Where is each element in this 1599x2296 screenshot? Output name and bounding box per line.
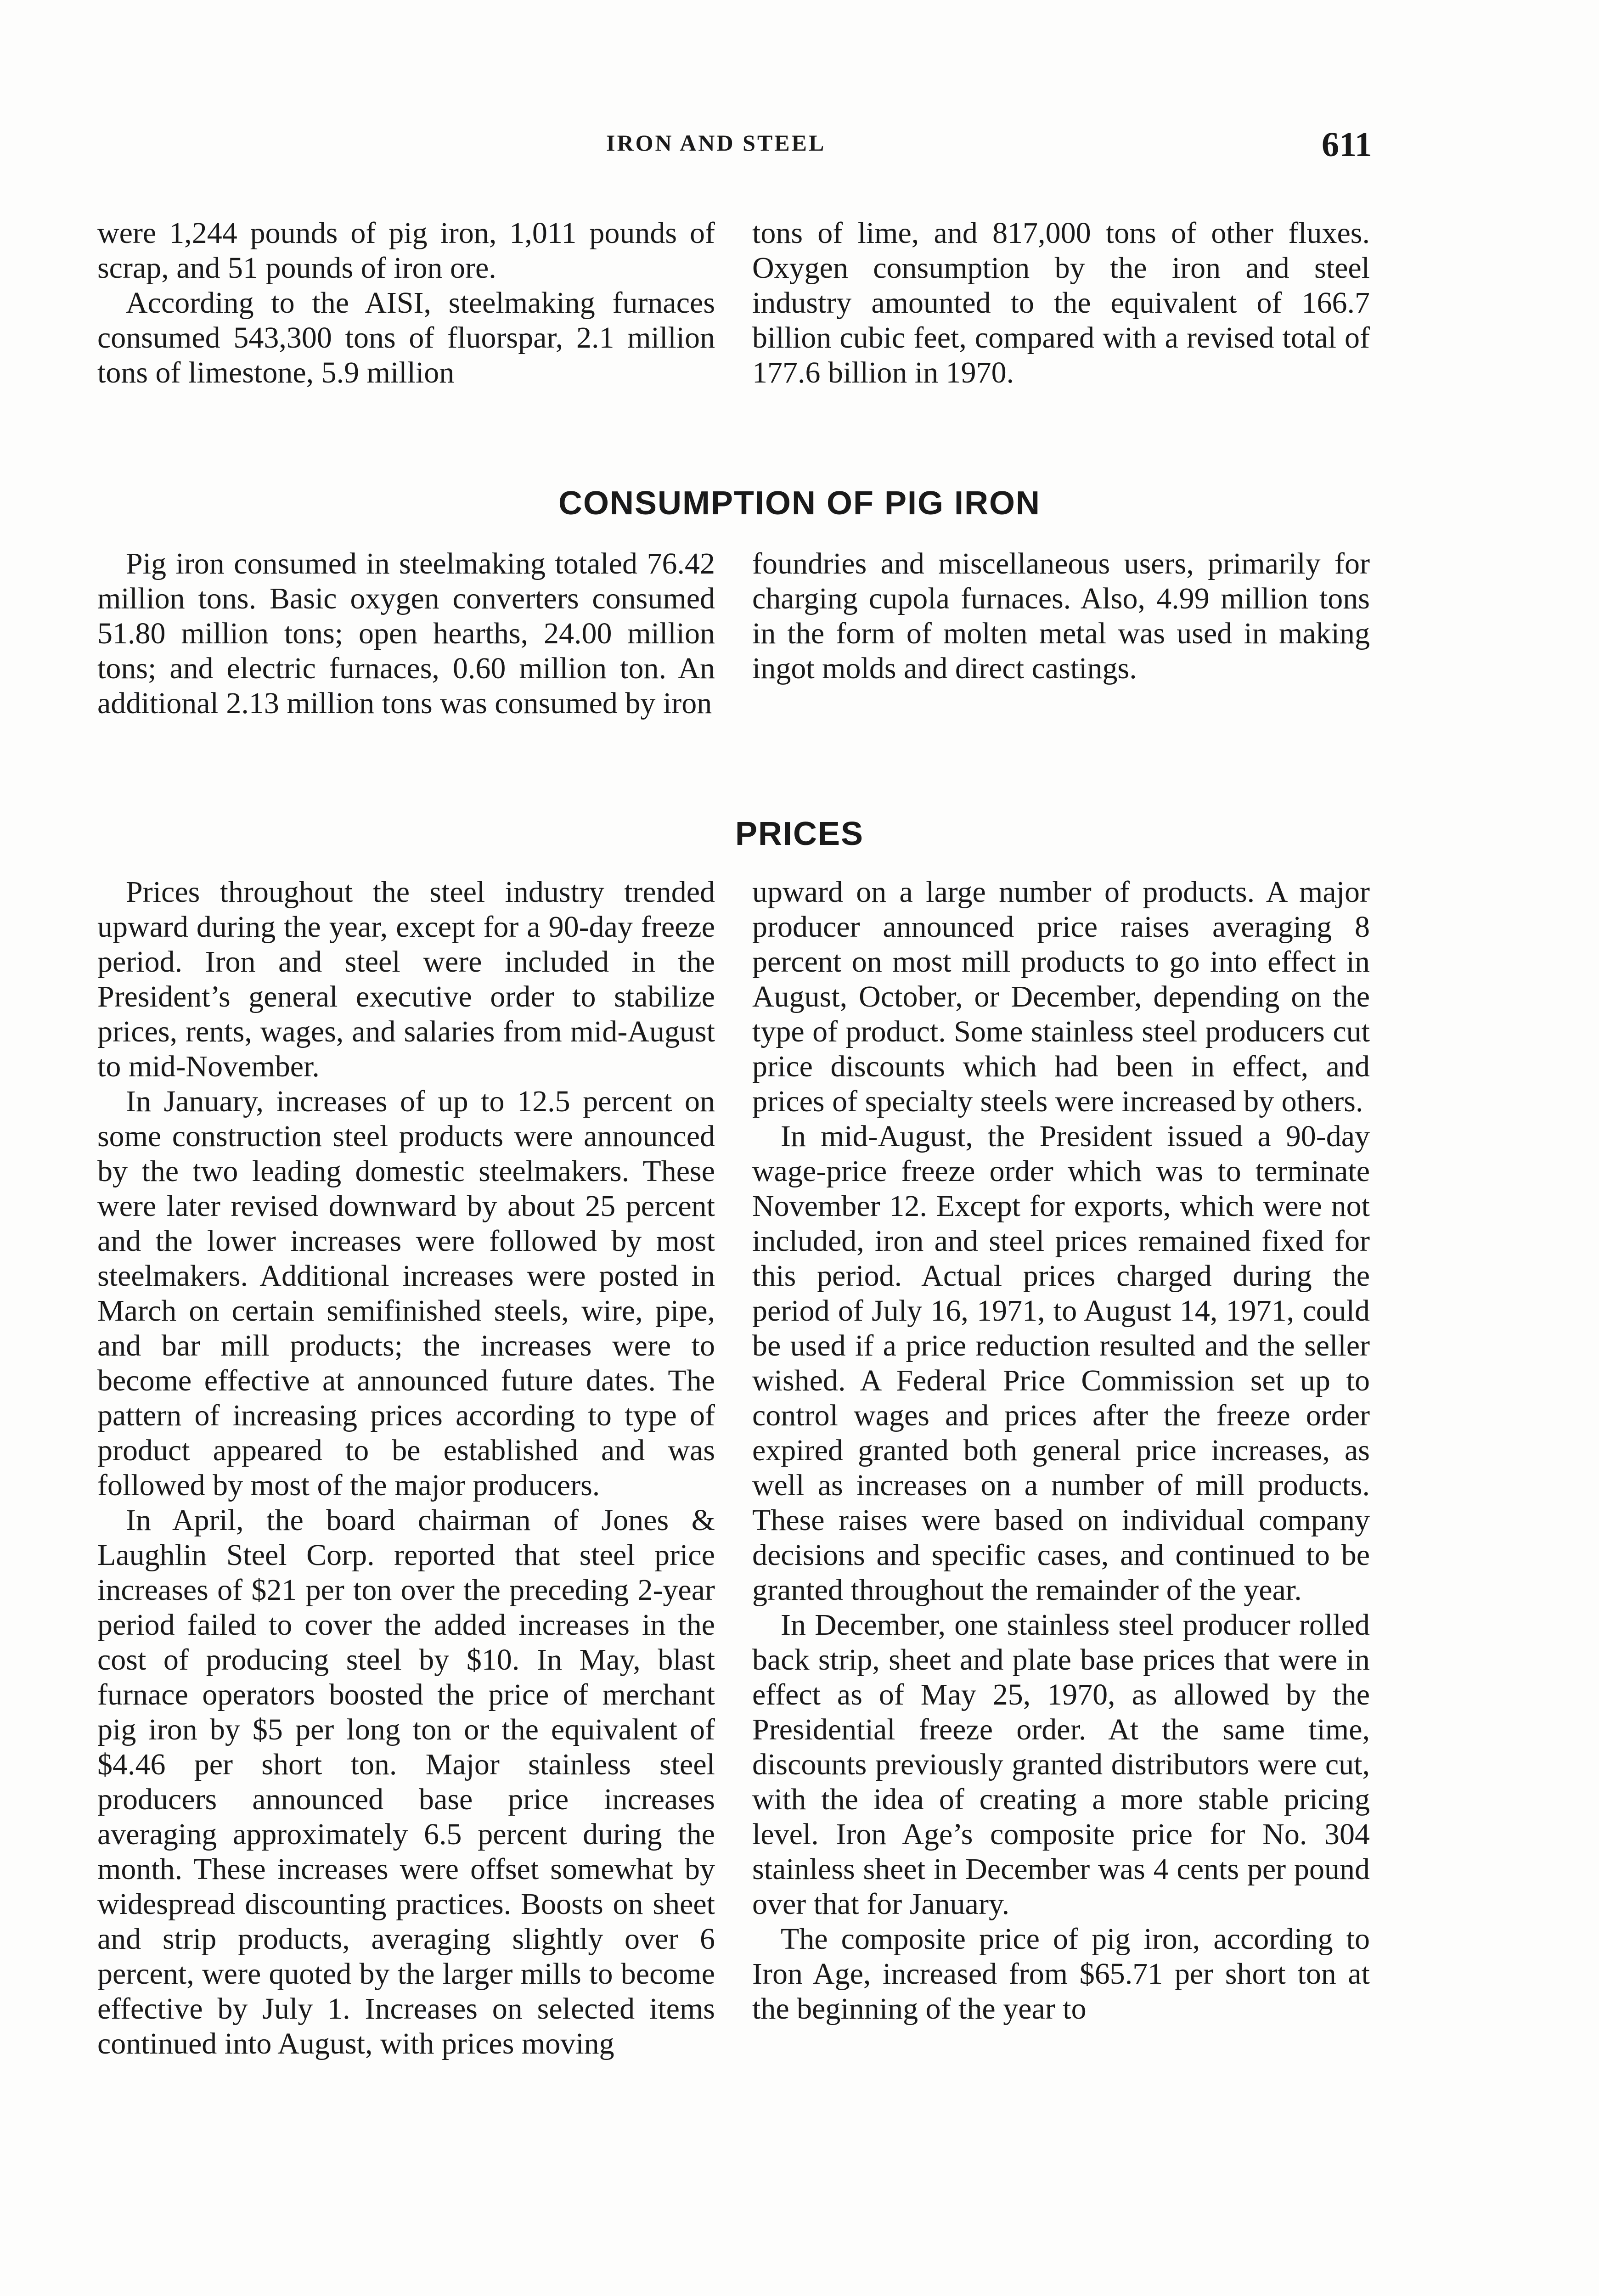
running-head: [0, 125, 1599, 162]
intro-right-column: [752, 216, 1370, 390]
paragraph: In January, increases of up to 12.5 percent on some construction steel products were announced by the two leading domestic steelmakers. These were later revised downward by about 25 percent and the lower increases were followed by most steelmakers. Additional increases were posted in March on certain semifinished steels, wire, pipe, and bar mill products; the increases were to become effective at announced future dates. The pattern of increasing prices according to type of product appeared to be established and was followed by most of the major producers.: [97, 1085, 715, 1502]
paragraph: Prices throughout the steel industry trended upward during the year, except for a 90-day freeze period. Iron and steel were included in the President’s general executive order to stabilize prices, rents, wages, and salaries from mid-August to mid-November.: [97, 875, 715, 1083]
section-heading-consumption: CONSUMPTION OF PIG IRON: [558, 485, 1041, 522]
paragraph: were 1,244 pounds of pig iron, 1,011 pounds of scrap, and 51 pounds of iron ore.: [97, 216, 715, 285]
paragraph: foundries and miscellaneous users, primarily for charging cupola furnaces. Also, 4.99 million tons in the form of molten metal was used in making ingot molds and direct castings.: [752, 547, 1370, 685]
consumption-left-column: [97, 546, 715, 721]
prices-left-column: [97, 875, 715, 2061]
consumption-right-column: [752, 546, 1370, 686]
paragraph: In April, the board chairman of Jones & Laughlin Steel Corp. reported that steel price increases of $21 per ton over the preceding 2-year period failed to cover the added increases in the cost of producing steel by $10. In May, blast furnace operators boosted the price of merchant pig iron by $5 per long ton or the equivalent of $4.46 per short ton. Major stainless steel producers announced base price increases averaging approximately 6.5 percent during the month. These increases were offset somewhat by widespread discounting practices. Boosts on sheet and strip products, averaging slightly over 6 percent, were quoted by the larger mills to become effective by July 1. Increases on selected items continued into August, with prices moving: [97, 1503, 715, 2060]
running-title: IRON AND STEEL: [606, 130, 826, 156]
paragraph: According to the AISI, steelmaking furnaces consumed 543,300 tons of fluorspar, 2.1 million tons of limestone, 5.9 million: [97, 286, 715, 389]
intro-left-column: [97, 216, 715, 390]
paragraph: Pig iron consumed in steelmaking totaled 76.42 million tons. Basic oxygen converters consumed 51.80 million tons; open hearths, 24.00 million tons; and electric furnaces, 0.60 million ton. An additional 2.13 million tons was consumed by iron: [97, 547, 715, 720]
section-heading-prices: PRICES: [735, 816, 864, 852]
page-number: 611: [1322, 125, 1372, 164]
paragraph: upward on a large number of products. A major producer announced price raises averaging 8 percent on most mill products to go into effect in August, October, or December, depending on the type of product. Some stainless steel producers cut price discounts which had been in effect, and prices of specialty steels were increased by others.: [752, 875, 1370, 1118]
paragraph: The composite price of pig iron, according to Iron Age, increased from $65.71 per short ton at the beginning of the year to: [752, 1922, 1370, 2026]
prices-right-column: [752, 875, 1370, 2026]
paragraph: tons of lime, and 817,000 tons of other fluxes. Oxygen consumption by the iron and steel industry amounted to the equivalent of 166.7 billion cubic feet, compared with a revised total of 177.6 billion in 1970.: [752, 216, 1370, 389]
paragraph: In December, one stainless steel producer rolled back strip, sheet and plate base prices that were in effect as of May 25, 1970, as allowed by the Presidential freeze order. At the same time, discounts previously granted distributors were cut, with the idea of creating a more stable pricing level. Iron Age’s composite price for No. 304 stainless sheet in December was 4 cents per pound over that for January.: [752, 1608, 1370, 1921]
paragraph: In mid-August, the President issued a 90-day wage-price freeze order which was to terminate November 12. Except for exports, which were not included, iron and steel prices remained fixed for this period. Actual prices charged during the period of July 16, 1971, to August 14, 1971, could be used if a price reduction resulted and the seller wished. A Federal Price Commission set up to control wages and prices after the freeze order expired granted both general price increases, as well as increases on a number of mill products. These raises were based on individual company decisions and specific cases, and continued to be granted throughout the remainder of the year.: [752, 1120, 1370, 1607]
